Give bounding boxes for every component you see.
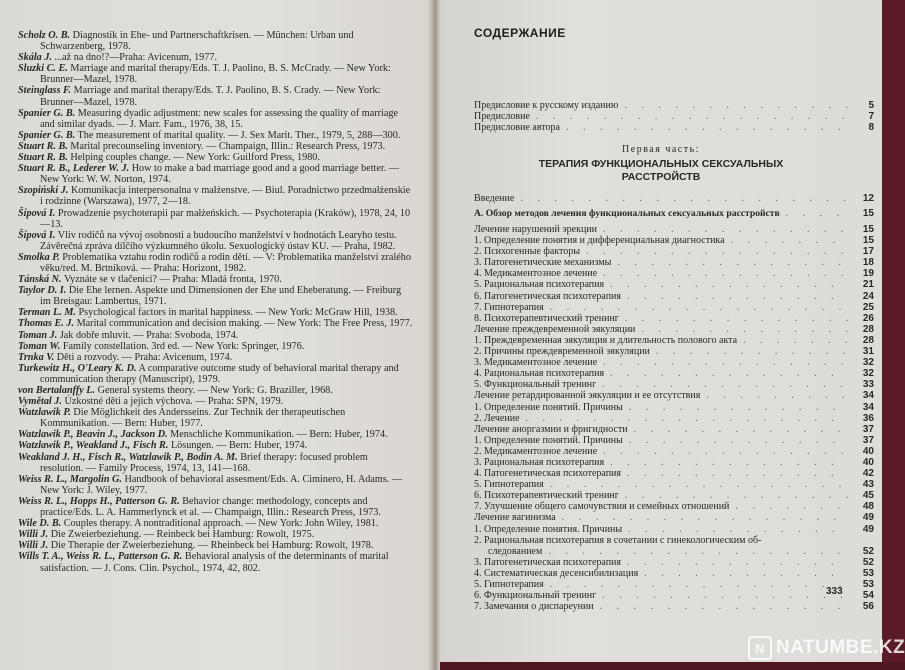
entry-text: Measuring dyadic adjustment: new scales for assessing the quality of marriage and similar dyads. — J. Marr. Fam., 1976, 38, 15. xyxy=(40,107,398,130)
entry-author: Thomas E. J. xyxy=(18,318,75,330)
toc-entry: 7. Замечания о диспареунии . . . 56 xyxy=(474,601,874,612)
bibliography-entry xyxy=(18,141,413,152)
bibliography-entry xyxy=(18,341,413,352)
entry-text: Die Ehe lernen. Aspekte und Dimensionen der Ehe und Eheberatung. — Freiburg im Breisgau: Lambertus, 1971. xyxy=(40,285,402,308)
contents-list xyxy=(474,224,874,612)
entry-text: How to make a bad marriage good and a good marriage better. — New York: W. W. Norton, 1974. xyxy=(40,163,400,186)
toc-entry-continued: следованием . . . 52 xyxy=(474,546,874,557)
bibliography-entry xyxy=(18,429,413,440)
page-number: 333 xyxy=(826,586,843,597)
bibliography-entry xyxy=(18,252,413,274)
bibliography-entry xyxy=(18,407,413,429)
entry-text: Problematika vztahu rodin rodičů a rodin dětí. — V: Problematika manželství zralého věku/red. M. Brtníková. — Praha: Horizont, 1982. xyxy=(40,251,411,274)
bibliography-entry xyxy=(18,540,413,551)
bibliography-entry xyxy=(18,551,413,573)
entry-author: Spanier G. B. xyxy=(18,129,76,141)
entry-text: Psychological factors in marital happiness. — New York: McGraw Hill, 1938. xyxy=(75,307,398,319)
entry-text: Jak dobře mluvit. — Praha: Svoboda, 1974. xyxy=(57,329,239,341)
entry-text: Komunikacja interpersonalna v małżenstve. — Biul. Poradnictwo przedmałżenskie i rodzinne (Warszawa), 1977, 2—18. xyxy=(40,185,411,208)
entry-author: Sluzki C. E. xyxy=(18,63,68,75)
entry-text: Menschliche Kommunikation. — Bern: Huber, 1974. xyxy=(167,429,388,441)
entry-text: Family constellation. 3rd ed. — New York: Springer, 1976. xyxy=(60,340,305,352)
entry-author: Vymětal J. xyxy=(18,396,62,408)
toc-entry: 7. Улучшение общего самочувствия и семейных отношений . . . 48 xyxy=(474,501,874,512)
toc-entry: 2. Медикаментозное лечение . . . 40 xyxy=(474,446,874,457)
toc-entry: 1. Определение понятий. Причины . . . 37 xyxy=(474,435,874,446)
contents-title: СОДЕРЖАНИЕ xyxy=(474,26,566,40)
entry-author: Willi J. xyxy=(18,540,49,552)
entry-author: Szopiński J. xyxy=(18,185,69,197)
entry-author: Smolka P. xyxy=(18,251,60,263)
entry-text: Děti a rozvody. — Praha: Avicenum, 1974. xyxy=(54,351,233,363)
entry-text: The measurement of marital quality. — J. Sex Marit. Ther., 1979, 5, 288—300. xyxy=(75,129,401,141)
bibliography-entry xyxy=(18,440,413,451)
toc-entry: 4. Патогенетическая психотерапия . . . 42 xyxy=(474,468,874,479)
watermark-logo-icon: N xyxy=(748,636,772,660)
entry-text: Die Therapie der Zweierbeziehung. — Rheinbeck bei Hamburg: Rowolt, 1978. xyxy=(48,540,374,552)
entry-text: Brief therapy: focused problem resolution. — Family Process, 1974, 13, 141—168. xyxy=(40,451,368,474)
toc-entry: 5. Гипнотерапия . . . 43 xyxy=(474,479,874,490)
entry-text: Handbook of behavioral assesment/Eds. A. Ciminero, H. Adams. — New York: J. Wiley, 1977. xyxy=(40,473,403,496)
entry-author: von Bertalanffy L. xyxy=(18,385,96,396)
entry-author: Turkewitz H., O'Leary K. D. xyxy=(18,362,137,374)
bibliography-entry xyxy=(18,318,413,329)
toc-entry: 2. Психогенные факторы . . . 17 xyxy=(474,246,874,257)
toc-entry: 3. Медикаментозное лечение . . . 32 xyxy=(474,357,874,368)
bibliography-entry xyxy=(18,496,413,518)
bibliography-entry xyxy=(18,185,413,207)
toc-group-heading: Лечение нарушений эрекции . . . 15 xyxy=(474,224,874,235)
entry-text: General systems theory. — New York: G. Braziller, 1968. xyxy=(95,385,333,396)
toc-entry: Предисловие к русскому изданию . . . 5 xyxy=(474,100,874,111)
entry-author: Scholz O. B. xyxy=(18,30,71,41)
entry-author: Tánská N. xyxy=(18,274,62,286)
entry-author: Toman W. xyxy=(18,340,61,352)
entry-author: Stuart R. B. xyxy=(18,140,68,152)
entry-author: Stuart R. B. xyxy=(18,152,68,164)
book-cover-bottom xyxy=(440,662,905,670)
entry-author: Weiss R. L., Margolin G. xyxy=(18,473,122,485)
bibliography-entry xyxy=(18,208,413,230)
entry-author: Steinglass F. xyxy=(18,85,72,97)
entry-text: Vliv rodičů na vývoj osobnosti a budoucího manželství v hodnotách Learyho testu. Závěrečná zpráva dílčího výzkumného úkolu. Sexuologický ústav KU. — Praha, 1982. xyxy=(40,229,397,252)
toc-group-heading: Лечение вагинизма . . . 49 xyxy=(474,512,874,523)
entry-author: Terman L. M. xyxy=(18,307,76,319)
entry-text: Vyznáte se v tlačenici? — Praha: Mladá fronta, 1970. xyxy=(61,274,282,286)
entry-author: Weakland J. H., Fisch R., Watzlawik P., Bodin A. M. xyxy=(18,451,238,463)
entry-text: Behavior change: methodology, concepts and practice/Eds. L. A. Hammerlynck et al. — Champaign, Illin.: Research Press, 1973. xyxy=(40,495,381,519)
toc-entry: 6. Функциональный тренинг . . . 54 xyxy=(474,590,874,601)
toc-entry: 2. Причины преждевременной эякуляции . . . 31 xyxy=(474,346,874,357)
entry-author: Toman J. xyxy=(18,329,58,341)
entry-author: Wile D. B. xyxy=(18,518,62,530)
bibliography-entry xyxy=(18,63,413,85)
entry-text: Marriage and marital therapy/Eds. T. J. Paolino, B. S. McCrady. — New York: Brunner—Mazel, 1978. xyxy=(40,63,391,86)
toc-entry: Предисловие автора . . . 8 xyxy=(474,122,874,133)
bibliography-entry xyxy=(18,30,413,52)
bibliography-entry xyxy=(18,352,413,363)
entry-author: Weiss R. L., Hopps H., Patterson G. R. xyxy=(18,495,180,507)
toc-entry: 2. Рациональная психотерапия в сочетании с гинекологическим об- xyxy=(474,534,762,546)
toc-entry: 1. Преждевременная эякуляция и длительность полового акта . . . 28 xyxy=(474,335,874,346)
entry-text: Marital communication and decision making. — New York: The Free Press, 1977. xyxy=(74,318,413,330)
toc-entry: 5. Функциональный тренинг . . . 33 xyxy=(474,379,874,390)
entry-author: Watzlawik P., Weakland J., Fisch R. xyxy=(18,440,169,452)
front-matter-list xyxy=(474,100,874,133)
toc-entry: 6. Психотерапевтический тренинг . . . 45 xyxy=(474,490,874,501)
toc-entry: 3. Патогенетическая психотерапия . . . 52 xyxy=(474,557,874,568)
intro-entry: Введение . . . 12 xyxy=(474,193,874,204)
section-a-entry: А. Обзор методов лечения функциональных сексуальных расстройств . . . 15 xyxy=(474,208,874,219)
entry-author: Wills T. A., Weiss R. L., Patterson G. R. xyxy=(18,551,183,563)
toc-entry: 6. Патогенетическая психотерапия . . . 24 xyxy=(474,291,874,302)
bibliography-entry xyxy=(18,330,413,341)
bibliography-entry xyxy=(18,529,413,540)
toc-entry: 8. Психотерапевтический тренинг . . . 26 xyxy=(474,313,874,324)
toc-entry: 3. Рациональная психотерапия . . . 40 xyxy=(474,457,874,468)
bibliography-entry xyxy=(18,274,413,285)
entry-author: Stuart R. B., Lederer W. J. xyxy=(18,163,130,175)
entry-author: Willi J. xyxy=(18,529,49,541)
bibliography-entry xyxy=(18,163,413,185)
toc-entry: 2. Лечение . . . 36 xyxy=(474,413,874,424)
entry-text: Marital precounseling inventory. — Champaign, Illin.: Research Press, 1973. xyxy=(67,140,386,152)
bibliography-entry xyxy=(18,108,413,130)
bibliography-entry xyxy=(18,230,413,252)
toc-group-heading: Лечение преждевременной эякуляции . . . 28 xyxy=(474,324,874,335)
book-gutter xyxy=(428,0,440,670)
toc-group-heading: Лечение ретардированной эякуляции и ее отсутствия . . . 34 xyxy=(474,390,874,401)
entry-text: ...až na dno!?—Praha: Avicenum, 1977. xyxy=(51,52,217,64)
bibliography-entry xyxy=(18,385,413,396)
entry-author: Spanier G. B. xyxy=(18,107,76,119)
entry-author: Taylor D. I. xyxy=(18,285,67,297)
toc-entry: 3. Патогенетические механизмы . . . 18 xyxy=(474,257,874,268)
toc-entry: 4. Медикаментозное лечение . . . 19 xyxy=(474,268,874,279)
entry-text: Marriage and marital therapy/Eds. T. J. Paolino, B. S. Crady. — New York: Brunner—Mazel, 1978. xyxy=(40,85,381,108)
bibliography-entry xyxy=(18,396,413,407)
entry-author: Trnka V. xyxy=(18,351,55,363)
entry-author: Šípová I. xyxy=(18,229,56,241)
toc-entry: 7. Гипнотерапия . . . 25 xyxy=(474,302,874,313)
bibliography-entry xyxy=(18,363,413,385)
entry-author: Watzlawik P. xyxy=(18,407,71,419)
bibliography-entry xyxy=(18,518,413,529)
entry-author: Watzlawik P., Beavin J., Jackson D. xyxy=(18,429,168,441)
entry-text: Úzkostné děti a jejich výchova. — Praha: SPN, 1979. xyxy=(61,396,284,408)
bibliography-entry xyxy=(18,285,413,307)
entry-text: Lösungen. — Bern: Huber, 1974. xyxy=(168,440,308,452)
entry-text: Die Möglichkeit des Andersseins. Zur Technik der therapeutischen Kommunikation. — Bern: Huber, 1977. xyxy=(40,407,346,430)
toc-entry: 1. Определение понятий. Причины . . . 34 xyxy=(474,402,874,413)
bibliography-entry xyxy=(18,52,413,63)
toc-entry: 1. Определение понятия. Причины . . . 49 xyxy=(474,524,874,535)
bibliography-entry xyxy=(18,307,413,318)
bibliography-list xyxy=(18,30,413,574)
bibliography-entry xyxy=(18,85,413,107)
entry-author: Skála J. xyxy=(18,52,52,64)
part-title: ТЕРАПИЯ ФУНКЦИОНАЛЬНЫХ СЕКСУАЛЬНЫХ РАССТРОЙСТВ xyxy=(538,158,784,183)
entry-text: Helping couples change. — New York: Guilford Press, 1980. xyxy=(67,152,320,164)
entry-text: Diagnostik in Ehe- und Partnerschaftkrisen. — München: Urban und Schwarzenberg, 1978. xyxy=(40,30,354,53)
bibliography-entry xyxy=(18,130,413,141)
part-label: Первая часть: xyxy=(622,144,700,155)
toc-entry: 4. Рациональная психотерапия . . . 32 xyxy=(474,368,874,379)
toc-entry: Предисловие . . . 7 xyxy=(474,111,874,122)
book-cover-edge xyxy=(882,0,905,670)
toc-entry: 5. Рациональная психотерапия . . . 21 xyxy=(474,279,874,290)
entry-text: A comparative outcome study of behavioral marital therapy and communication therapy (Manuscript), 1979. xyxy=(40,362,399,385)
entry-text: Behavioral analysis of the determinants of marital satisfaction. — J. Cons. Clin. Psychol., 1974, 42, 802. xyxy=(40,551,389,574)
bibliography-entry xyxy=(18,452,413,474)
bibliography-entry xyxy=(18,474,413,496)
entry-author: Šípová I. xyxy=(18,207,56,219)
toc-entry: 1. Определение понятия и дифференциальная диагностика . . . 15 xyxy=(474,235,874,246)
bibliography-entry xyxy=(18,152,413,163)
toc-entry: 4. Систематическая десенсибилизация . . . 53 xyxy=(474,568,874,579)
entry-text: Die Zweierbeziehung. — Reinbeck bei Hamburg: Rowolt, 1975. xyxy=(48,529,315,541)
watermark: N NATUMBE.KZ xyxy=(748,636,905,660)
entry-text: Prowadzenie psychoterapii par małżeńskich. — Psychoterapia (Kraków), 1978, 24, 10—13. xyxy=(40,207,411,230)
entry-text: Couples therapy. A nontraditional approach. — New York: John Wiley, 1981. xyxy=(61,518,379,530)
toc-entry: 5. Гипнотерапия . . . 53 xyxy=(474,579,874,590)
toc-group-heading: Лечение аноргазмии и фригидности . . . 37 xyxy=(474,424,874,435)
